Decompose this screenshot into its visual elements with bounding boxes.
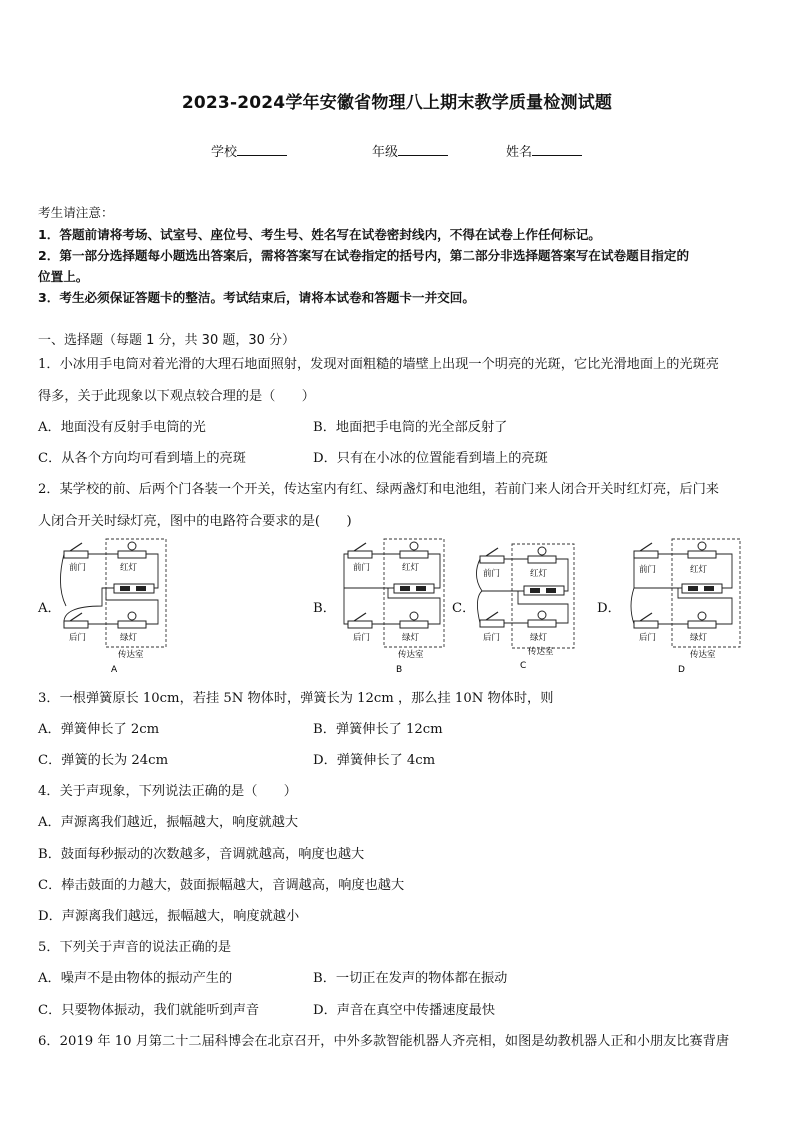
front-door-label: 前门 [69, 563, 87, 573]
q2-option-a-label: A． [38, 601, 61, 616]
q4-option-b: B．鼓面每秒振动的次数越多，音调就越高，响度也越大 [38, 847, 365, 862]
q3-option-b: B．弹簧伸长了 12cm [313, 722, 443, 737]
q2-stem-line2: 人闭合开关时绿灯亮，图中的电路符合要求的是( ) [38, 514, 352, 529]
notice-item-1: 1．答题前请将考场、试室号、座位号、考生号、姓名写在试卷密封线内，不得在试卷上作任何标记。 [38, 227, 601, 242]
q5-stem: 5．下列关于声音的说法正确的是 [38, 940, 232, 955]
diagram-letter-b: B [396, 665, 403, 675]
red-lamp-label: 红灯 [402, 563, 420, 573]
notice-item-3: 3．考生必须保证答题卡的整洁。考试结束后，请将本试卷和答题卡一并交回。 [38, 290, 475, 305]
circuit-diagram-b [336, 536, 452, 676]
front-door-label: 前门 [353, 563, 371, 573]
q3-option-a: A．弹簧伸长了 2cm [38, 722, 160, 737]
green-lamp-label: 绿灯 [690, 633, 708, 643]
name-label: 姓名 [506, 145, 533, 160]
q3-option-d: D．弹簧伸长了 4cm [313, 753, 436, 768]
school-field [211, 141, 287, 160]
front-switch-icon [634, 551, 658, 558]
back-switch-icon [348, 621, 372, 628]
q2-option-c-label: C． [452, 601, 476, 616]
q5-option-c: C．只要物体振动，我们就能听到声音 [38, 1003, 260, 1018]
back-switch-icon [480, 620, 504, 627]
q4-option-d: D．声源离我们越远，振幅越大，响度就越小 [38, 909, 300, 924]
room-label: 传达室 [528, 647, 554, 657]
back-door-label: 后门 [483, 633, 501, 643]
notice-item-2-cont: 位置上。 [38, 269, 89, 284]
section-heading: 一、选择题（每题 1 分，共 30 题，30 分） [38, 333, 296, 348]
name-blank [532, 143, 582, 156]
q5-option-a: A．噪声不是由物体的振动产生的 [38, 971, 233, 986]
q3-stem: 3．一根弹簧原长 10cm，若挂 5N 物体时，弹簧长为 12cm ，那么挂 10N 物体时，则 [38, 691, 554, 706]
front-door-label: 前门 [639, 565, 657, 575]
green-lamp-label: 绿灯 [402, 633, 420, 643]
q1-option-a: A．地面没有反射手电筒的光 [38, 420, 206, 435]
q1-stem-line1: 1．小冰用手电筒对着光滑的大理石地面照射，发现对面粗糙的墙壁上出现一个明亮的光斑，它比光滑地面上的光斑亮 [38, 357, 719, 372]
green-lamp-icon [688, 621, 716, 628]
room-label: 传达室 [118, 650, 144, 660]
school-label: 学校 [211, 145, 238, 160]
q6-stem-line1: 6．2019 年 10 月第二十二届科博会在北京召开，中外多款智能机器人齐亮相，如图是幼教机器人正和小朋友比赛背唐 [38, 1034, 730, 1049]
green-lamp-icon [400, 621, 428, 628]
back-door-label: 后门 [639, 633, 657, 643]
grade-blank [398, 143, 448, 156]
notice-heading: 考生请注意： [38, 205, 114, 220]
back-switch-icon [634, 621, 658, 628]
back-door-label: 后门 [69, 633, 87, 643]
red-lamp-icon [688, 551, 716, 558]
q4-option-a: A．声源离我们越近，振幅越大，响度就越大 [38, 815, 299, 830]
name-field [506, 141, 582, 160]
room-label: 传达室 [690, 650, 716, 660]
q2-option-d-label: D． [597, 601, 621, 616]
diagram-letter-a: A [111, 665, 118, 675]
red-lamp-label: 红灯 [530, 569, 548, 579]
q1-option-c: C．从各个方向均可看到墙上的亮斑 [38, 451, 246, 466]
page-title: 2023-2024学年安徽省物理八上期末教学质量检测试题 [181, 93, 613, 113]
q5-option-b: B．一切正在发声的物体都在振动 [313, 971, 508, 986]
red-lamp-icon [118, 542, 146, 558]
q4-option-c: C．棒击鼓面的力越大，鼓面振幅越大，音调越高，响度也越大 [38, 878, 405, 893]
green-lamp-icon [528, 620, 556, 627]
circuit-diagram-d [622, 536, 746, 676]
room-label: 传达室 [398, 650, 424, 660]
diagram-letter-c: C [520, 661, 527, 671]
q1-option-b: B．地面把手电筒的光全部反射了 [313, 420, 508, 435]
q1-stem-line2: 得多，关于此现象以下观点较合理的是（ ） [38, 389, 315, 404]
q4-stem: 4．关于声现象，下列说法正确的是（ ） [38, 784, 297, 799]
red-lamp-icon [528, 556, 556, 563]
circuit-diagram-c [472, 536, 588, 676]
q3-option-c: C．弹簧的长为 24cm [38, 753, 169, 768]
red-lamp-label: 红灯 [690, 565, 708, 575]
front-door-label: 前门 [483, 569, 501, 579]
notice-item-2: 2．第一部分选择题每小题选出答案后，需将答案写在试卷指定的括号内，第二部分非选择题答案写在试卷题目指定的 [38, 248, 690, 263]
red-lamp-label: 红灯 [120, 563, 138, 573]
diagram-letter-d: D [678, 665, 685, 675]
q5-option-d: D．声音在真空中传播速度最快 [313, 1003, 496, 1018]
back-switch-icon [64, 613, 88, 628]
red-lamp-icon [400, 551, 428, 558]
q1-option-d: D．只有在小冰的位置能看到墙上的亮斑 [313, 451, 548, 466]
green-lamp-label: 绿灯 [120, 633, 138, 643]
q2-stem-line1: 2．某学校的前、后两个门各装一个开关，传达室内有红、绿两盏灯和电池组，若前门来人闭合开关时红灯亮，后门来 [38, 482, 719, 497]
circuit-diagram-a [58, 536, 174, 676]
front-switch-icon [64, 543, 88, 558]
q2-option-b-label: B． [313, 601, 336, 616]
grade-label: 年级 [372, 145, 399, 160]
front-switch-icon [480, 556, 504, 563]
back-door-label: 后门 [353, 633, 371, 643]
front-switch-icon [348, 551, 372, 558]
school-blank [237, 143, 287, 156]
grade-field [372, 141, 448, 160]
green-lamp-label: 绿灯 [530, 633, 548, 643]
green-lamp-icon [118, 612, 146, 628]
